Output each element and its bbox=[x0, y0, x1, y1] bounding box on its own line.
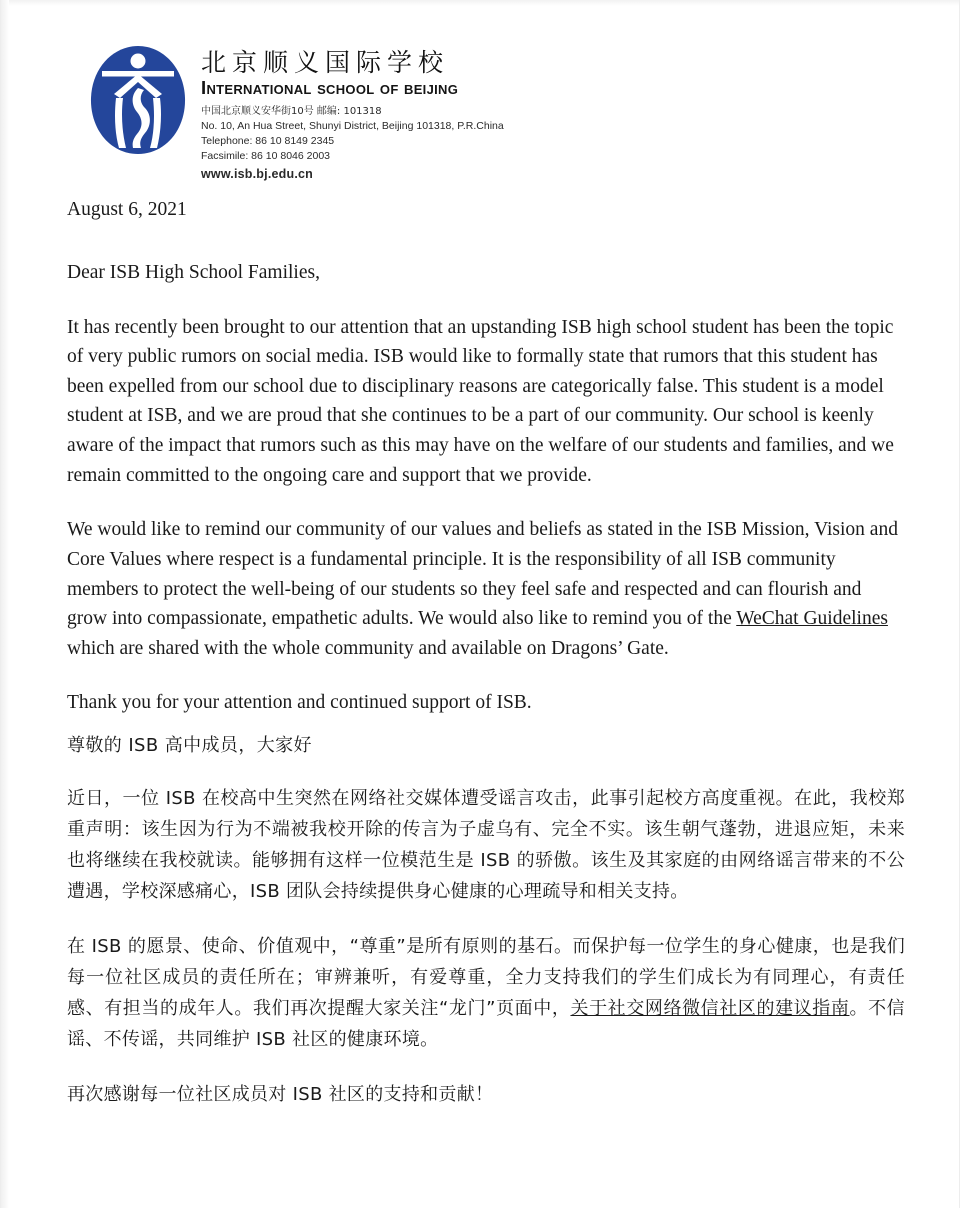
letterhead-text bbox=[201, 44, 504, 184]
wechat-guidelines-link[interactable]: WeChat Guidelines bbox=[736, 608, 888, 630]
letter-paragraph-1: It has recently been brought to our attention that an upstanding ISB high school student has been the topic of very public rumors on social media. ISB would like to formally state that rumors that this student has been expelled from our school due to disciplinary reasons are categorically false. This student is a model student at ISB, and we are proud that she continues to be a part of our community. Our school is keenly aware of the impact that rumors such as this may have on the welfare of our students and families, and we remain committed to the ongoing care and support that we provide. bbox=[67, 316, 894, 486]
paragraph-2-text-after-link: which are shared with the whole community and available on Dragons’ Gate. bbox=[67, 637, 669, 659]
letter-salutation-cn: 尊敬的 ISB 高中成员，大家好 bbox=[67, 735, 312, 756]
letter-date: August 6, 2021 bbox=[67, 199, 187, 220]
telephone-line: Telephone: 86 10 8149 2345 bbox=[201, 135, 335, 148]
school-name-cn: 北京顺义国际学校 bbox=[201, 48, 450, 77]
facsimile-line: Facsimile: 86 10 8046 2003 bbox=[201, 150, 330, 163]
website-line: www.isb.bj.edu.cn bbox=[201, 167, 313, 182]
letterhead bbox=[89, 44, 504, 184]
isb-crest-icon bbox=[89, 44, 187, 156]
letter-paragraph-2 bbox=[67, 515, 902, 663]
letter-salutation: Dear ISB High School Families, bbox=[67, 262, 320, 284]
scan-edge-left bbox=[1, 0, 9, 1208]
letter-cn-paragraph-2 bbox=[67, 932, 905, 1056]
address-line-en: No. 10, An Hua Street, Shunyi District, Beijing 101318, P.R.China bbox=[201, 120, 504, 133]
school-name-en: International school of beijing bbox=[201, 77, 459, 99]
address-line-cn: 中国北京顺义安华街10号 邮编: 101318 bbox=[201, 106, 382, 118]
wechat-guidelines-link-cn[interactable]: 关于社交网络微信社区的建议指南 bbox=[570, 997, 850, 1019]
cn-paragraph-2-text-after-link: 。不信谣、不传谣，共同维护 ISB 社区的健康环境。 bbox=[67, 997, 905, 1050]
letter-paragraph-3: Thank you for your attention and continued support of ISB. bbox=[67, 692, 532, 714]
cn-paragraph-2-text-before-link: 在 ISB 的愿景、使命、价值观中，“尊重”是所有原则的基石。而保护每一位学生的身心健康，也是我们每一位社区成员的责任所在；审辨兼听，有爱尊重，全力支持我们的学生们成长为有同理心，有责任感、有担当的成年人。我们再次提醒大家关注“龙门”页面中， bbox=[67, 936, 905, 1019]
letter-cn-paragraph-3: 再次感谢每一位社区成员对 ISB 社区的支持和贡献！ bbox=[67, 1083, 494, 1105]
letter-cn-paragraph-1: 近日，一位 ISB 在校高中生突然在网络社交媒体遭受谣言攻击，此事引起校方高度重视。在此，我校郑重声明：该生因为行为不端被我校开除的传言为子虚乌有、完全不实。该生朝气蓬勃，进退应矩，未来也将继续在我校就读。能够拥有这样一位模范生是 ISB 的骄傲。该生及其家庭的由网络谣言带来的不公遭遇，学校深感痛心，ISB 团队会持续提供身心健康的心理疏导和相关支持。 bbox=[67, 788, 905, 903]
address-block bbox=[201, 105, 504, 184]
letter-body-chinese bbox=[67, 733, 905, 1111]
paragraph-2-text-before-link: We would like to remind our community of our values and beliefs as stated in the ISB Mission, Vision and Core Values where respect is a fundamental principle. It is the responsibility of all ISB community members to protect the well-being of our students so they feel safe and respected and can flourish and grow into compassionate, empathetic adults. We would also like to remind you of the bbox=[67, 519, 898, 630]
letter-body-english bbox=[67, 196, 902, 718]
scan-edge-top bbox=[1, 0, 959, 6]
